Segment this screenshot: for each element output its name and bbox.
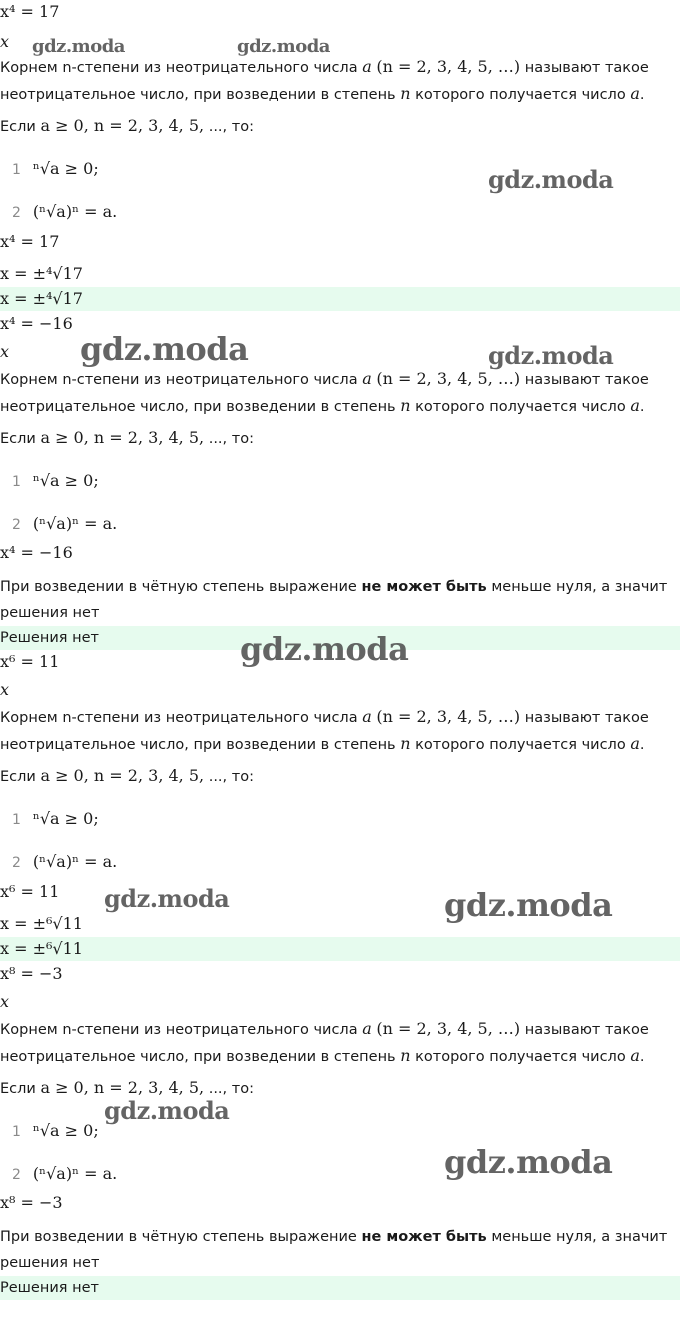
definition-line-2: неотрицательное число, при возведении в степень n которого получается число a. [0,1046,645,1065]
watermark-logo: gdz.moda [488,165,614,194]
no-solution-explanation: При возведении в чётную степень выражение не может быть меньше нуля, а значит [0,1229,668,1245]
watermark-logo: gdz.moda [237,36,330,57]
variable-x: x [0,32,10,51]
equation-x8-m3-repeat: x⁸ = −3 [0,1193,63,1212]
definition-condition: Если a ≥ 0, n = 2, 3, 4, 5, ..., то: [0,1078,254,1097]
watermark-logo: gdz.moda [488,341,614,370]
solution-x6-11: x = ±⁶√11 [0,914,83,933]
property-1: 1 ⁿ√a ≥ 0; [12,1121,99,1140]
equation-x4-m16: x⁴ = −16 [0,314,73,333]
definition-line-2: неотрицательное число, при возведении в степень n которого получается число a. [0,734,645,753]
definition-line-1: Корнем n-степени из неотрицательного числа a (n = 2, 3, 4, 5, …) называют такое [0,57,649,76]
variable-x: x [0,992,10,1011]
equation-x6-11: x⁶ = 11 [0,652,60,671]
answer-no-solution: Решения нет [0,1276,680,1300]
equation-x6-11-repeat: x⁶ = 11 [0,882,60,901]
definition-line-2: неотрицательное число, при возведении в степень n которого получается число a. [0,84,645,103]
equation-x8-m3: x⁸ = −3 [0,964,63,983]
solution-x4-17: x = ±⁴√17 [0,264,83,283]
variable-x: x [0,342,10,361]
answer-no-solution: Решения нет [0,626,680,650]
definition-condition: Если a ≥ 0, n = 2, 3, 4, 5, ..., то: [0,116,254,135]
watermark-logo: gdz.moda [444,886,613,924]
property-2: 2 (ⁿ√a)ⁿ = a. [12,852,118,871]
property-2: 2 (ⁿ√a)ⁿ = a. [12,1164,118,1183]
property-1: 1 ⁿ√a ≥ 0; [12,809,99,828]
property-2: 2 (ⁿ√a)ⁿ = a. [12,514,118,533]
no-solution-explanation: При возведении в чётную степень выражение не может быть меньше нуля, а значит [0,579,668,595]
definition-line-1: Корнем n-степени из неотрицательного числа a (n = 2, 3, 4, 5, …) называют такое [0,369,649,388]
answer-x6-11: x = ±⁶√11 [0,937,680,961]
watermark-logo: gdz.moda [80,330,249,368]
equation-x4-17: x⁴ = 17 [0,2,60,21]
definition-line-1: Корнем n-степени из неотрицательного числа a (n = 2, 3, 4, 5, …) называют такое [0,1019,649,1038]
watermark-logo: gdz.moda [444,1143,613,1181]
no-solution-explanation-line2: решения нет [0,1255,100,1271]
watermark-logo: gdz.moda [32,36,125,57]
equation-x4-17-repeat: x⁴ = 17 [0,232,60,251]
variable-x: x [0,680,10,699]
watermark-logo: gdz.moda [104,884,230,913]
no-solution-explanation-line2: решения нет [0,605,100,621]
property-1: 1 ⁿ√a ≥ 0; [12,159,99,178]
equation-x4-m16-repeat: x⁴ = −16 [0,543,73,562]
property-1: 1 ⁿ√a ≥ 0; [12,471,99,490]
definition-condition: Если a ≥ 0, n = 2, 3, 4, 5, ..., то: [0,766,254,785]
answer-x4-17: x = ±⁴√17 [0,287,680,311]
watermark-logo: gdz.moda [104,1096,230,1125]
definition-line-1: Корнем n-степени из неотрицательного числа a (n = 2, 3, 4, 5, …) называют такое [0,707,649,726]
property-2: 2 (ⁿ√a)ⁿ = a. [12,202,118,221]
watermark-logo: gdz.moda [240,630,409,668]
definition-condition: Если a ≥ 0, n = 2, 3, 4, 5, ..., то: [0,428,254,447]
definition-line-2: неотрицательное число, при возведении в степень n которого получается число a. [0,396,645,415]
